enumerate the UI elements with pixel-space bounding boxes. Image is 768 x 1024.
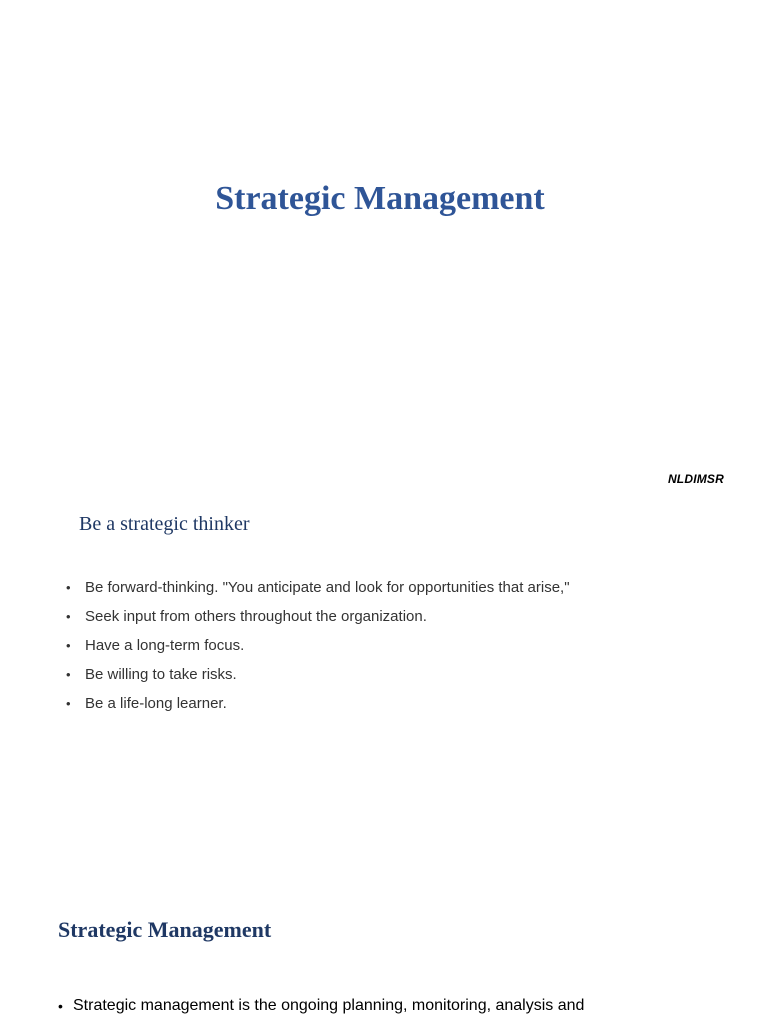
list-item-text: Have a long-term focus. [85,637,245,654]
list-item [66,689,570,718]
list-item-text: Strategic management is the ongoing planning, monitoring, analysis and [73,997,585,1014]
strategic-thinker-bullet-list [66,573,570,718]
bullet-icon: • [66,609,71,624]
list-item-text: Be a life-long learner. [85,695,227,712]
list-item-text: Seek input from others throughout the organization. [85,608,427,625]
slide-title: Strategic Management [215,180,545,217]
list-item [66,602,570,631]
list-item [66,573,570,602]
list-item [66,660,570,689]
bullet-icon: • [66,580,71,595]
bullet-icon: • [66,667,71,682]
section-heading-strategic-thinker: Be a strategic thinker [79,513,250,535]
list-item-text: Be forward-thinking. "You anticipate and look for opportunities that arise," [85,579,570,596]
list-item-text: Be willing to take risks. [85,666,237,683]
list-item [58,992,584,1020]
section-heading-strategic-management: Strategic Management [58,917,272,942]
list-item [66,631,570,660]
bullet-icon: • [58,998,63,1014]
bullet-icon: • [66,638,71,653]
watermark-label: NLDIMSR [667,472,724,486]
strategic-management-bullet-list [58,992,584,1020]
bullet-icon: • [66,696,71,711]
